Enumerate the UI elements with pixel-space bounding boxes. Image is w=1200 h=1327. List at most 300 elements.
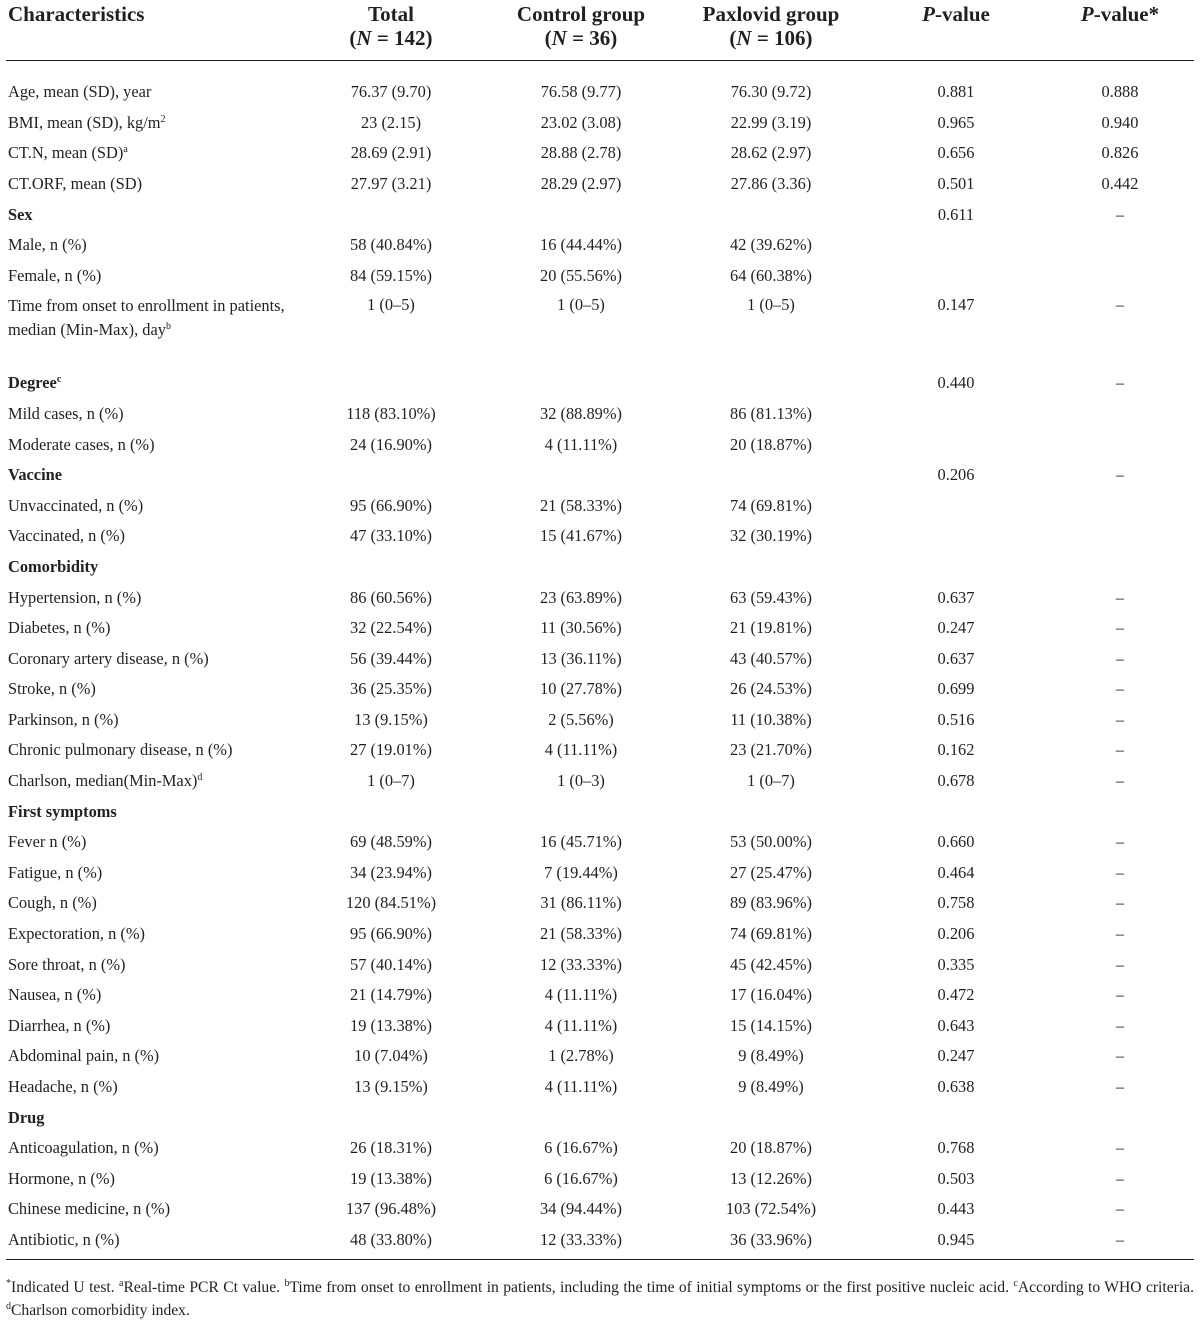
cell-paxlovid [676,229,866,260]
cell-text: 16 (45.71%) [540,832,622,852]
cell-text: 23 (63.89%) [540,587,622,607]
cell-total [296,1224,486,1259]
cell-p [866,826,1046,857]
cell-total [296,138,486,169]
header-paxlovid-n: (N = 106) [729,26,813,50]
cell-text: 19 (13.38%) [350,1168,432,1188]
cell-p [866,1194,1046,1225]
cell-text: 1 (0–5) [367,294,415,314]
cell-text: 23.02 (3.08) [540,112,622,132]
cell-text: 10 (7.04%) [354,1046,428,1066]
cell-control [486,735,676,766]
cell-label [6,1102,296,1133]
cell-p [866,735,1046,766]
cell-text: 0.503 [937,1168,975,1188]
cell-text: – [1115,709,1125,729]
cell-label [6,735,296,766]
cell-total [296,888,486,919]
cell-paxlovid [676,168,866,199]
cell-text: Moderate cases, n (%) [8,434,155,454]
cell-p-star [1046,826,1194,857]
table-row [6,521,1194,552]
cell-text: Comorbidity [8,556,99,576]
cell-text: 26 (24.53%) [730,679,812,699]
cell-text: Fatigue, n (%) [8,862,103,882]
footnote-text: Indicated U test. [11,1279,120,1296]
header-total-n: (N = 142) [349,26,433,50]
cell-text: Female, n (%) [8,265,102,285]
cell-paxlovid [676,521,866,552]
cell-control [486,582,676,613]
header-control-title: Control group [516,2,646,26]
cell-p [866,398,1046,429]
cell-text: Sore throat, n (%) [8,954,126,974]
cell-total [296,674,486,705]
cell-text: – [1115,1015,1125,1035]
cell-text: Abdominal pain, n (%) [8,1046,160,1066]
cell-text: 69 (48.59%) [350,832,432,852]
footnote-marker: * [6,1278,11,1289]
cell-p-star [1046,857,1194,888]
cell-paxlovid [676,107,866,138]
cell-text: Nausea, n (%) [8,985,102,1005]
cell-text: – [1115,294,1125,314]
cell-text: 0.656 [937,143,975,163]
cell-label [6,61,296,108]
cell-total [296,260,486,291]
table-body [6,61,1194,1260]
cell-text: 34 (94.44%) [540,1199,622,1219]
cell-control [486,490,676,521]
cell-control [486,1224,676,1259]
cell-text: 0.206 [937,924,975,944]
cell-text: 84 (59.15%) [350,265,432,285]
cell-text: 23 (2.15) [360,112,422,132]
cell-text: 16 (44.44%) [540,235,622,255]
cell-total [296,979,486,1010]
cell-text: Male, n (%) [8,235,87,255]
cell-label [6,521,296,552]
cell-p [866,521,1046,552]
cell-total [296,735,486,766]
cell-text: 0.464 [937,862,975,882]
cell-text: 21 (19.81%) [730,618,812,638]
header-control-n: (N = 36) [544,26,618,50]
cell-p-star [1046,260,1194,291]
cell-paxlovid [676,643,866,674]
cell-p [866,918,1046,949]
cell-p [866,888,1046,919]
section-row [6,796,1194,827]
cell-text: – [1115,1229,1125,1249]
cell-label [6,1071,296,1102]
section-row [6,1102,1194,1133]
cell-control [486,107,676,138]
cell-text: 118 (83.10%) [346,403,436,423]
cell-p [866,429,1046,460]
cell-p [866,459,1046,490]
cell-text: 1 (0–5) [557,294,605,314]
cell-paxlovid [676,582,866,613]
table-row [6,979,1194,1010]
table-row [6,1010,1194,1041]
cell-label [6,857,296,888]
cell-text: 0.443 [937,1199,975,1219]
cell-control [486,291,676,368]
cell-label [6,765,296,796]
cell-label [6,796,296,827]
cell-text: 20 (55.56%) [540,265,622,285]
cell-label [6,582,296,613]
cell-text: 42 (39.62%) [730,235,812,255]
cell-total [296,582,486,613]
cell-text: – [1115,204,1125,224]
cell-paxlovid [676,199,866,230]
cell-total [296,398,486,429]
cell-text: 21 (58.33%) [540,495,622,515]
cell-label [6,979,296,1010]
cell-paxlovid [676,291,866,368]
cell-text: CT.N, mean (SD) [8,143,124,163]
cell-text: 28.69 (2.91) [350,143,432,163]
header-pvalue-star: P-value* [1080,2,1160,26]
table-row [6,61,1194,108]
cell-text: 31 (86.11%) [540,893,622,913]
cell-text: – [1115,587,1125,607]
cell-p-star [1046,429,1194,460]
cell-text: 64 (60.38%) [730,265,812,285]
cell-p-star [1046,1163,1194,1194]
cell-text: Time from onset to enrollment in patients, median (Min-Max), day [8,295,285,339]
cell-p [866,704,1046,735]
cell-text: 23 (21.70%) [730,740,812,760]
cell-p-star [1046,1071,1194,1102]
cell-paxlovid [676,918,866,949]
cell-label [6,888,296,919]
cell-p [866,551,1046,582]
cell-label [6,1010,296,1041]
cell-text: 1 (0–3) [557,771,605,791]
cell-text: – [1115,373,1125,393]
cell-text: 28.29 (2.97) [540,173,622,193]
cell-control [486,1010,676,1041]
cell-text: 0.940 [1101,112,1139,132]
cell-paxlovid [676,398,866,429]
cell-text: 0.888 [1101,81,1139,101]
cell-text: – [1115,1138,1125,1158]
cell-text: 0.442 [1101,173,1139,193]
superscript: c [56,374,62,386]
cell-paxlovid [676,888,866,919]
cell-p-star [1046,949,1194,980]
table-row [6,888,1194,919]
cell-paxlovid [676,949,866,980]
cell-paxlovid [676,459,866,490]
cell-p-star [1046,643,1194,674]
cell-text: 0.768 [937,1138,975,1158]
cell-text: 76.37 (9.70) [350,81,432,101]
table-row [6,1163,1194,1194]
cell-text: 120 (84.51%) [345,893,437,913]
cell-text: 34 (23.94%) [350,862,432,882]
cell-total [296,199,486,230]
cell-label [6,459,296,490]
cell-text: 0.472 [937,985,975,1005]
cell-text: 47 (33.10%) [350,526,432,546]
cell-text: CT.ORF, mean (SD) [8,173,143,193]
cell-p [866,490,1046,521]
cell-paxlovid [676,1224,866,1259]
cell-text: 63 (59.43%) [730,587,812,607]
cell-control [486,1132,676,1163]
cell-p-star [1046,291,1194,368]
cell-paxlovid [676,490,866,521]
cell-text: – [1115,1046,1125,1066]
cell-label [6,704,296,735]
table-row [6,735,1194,766]
footnote-marker: d [6,1301,11,1312]
cell-p-star [1046,704,1194,735]
cell-control [486,459,676,490]
cell-text: Hormone, n (%) [8,1168,115,1188]
cell-total [296,704,486,735]
cell-text: 0.611 [937,204,975,224]
cell-text: – [1115,832,1125,852]
cell-p [866,138,1046,169]
cell-text: 0.206 [937,465,975,485]
cell-text: – [1115,862,1125,882]
cell-p-star [1046,459,1194,490]
cell-paxlovid [676,1102,866,1133]
cell-text: Drug [8,1107,45,1127]
cell-text: Coronary artery disease, n (%) [8,648,209,668]
cell-total [296,490,486,521]
superscript: 2 [160,113,166,125]
cell-text: 1 (2.78%) [548,1046,614,1066]
header-total-title: Total [368,2,414,26]
header-paxlovid [676,0,866,61]
cell-control [486,796,676,827]
table-row [6,857,1194,888]
cell-p-star [1046,1041,1194,1072]
table-row [6,260,1194,291]
cell-p [866,291,1046,368]
cell-label [6,107,296,138]
cell-paxlovid [676,612,866,643]
cell-text: 0.638 [937,1077,975,1097]
cell-text: 74 (69.81%) [730,495,812,515]
section-row [6,551,1194,582]
cell-text: 32 (30.19%) [730,526,812,546]
cell-text: Expectoration, n (%) [8,924,145,944]
cell-control [486,674,676,705]
superscript: b [165,320,171,332]
cell-text: Mild cases, n (%) [8,403,124,423]
cell-text: Degree [8,373,57,393]
cell-control [486,979,676,1010]
cell-label [6,551,296,582]
cell-label [6,398,296,429]
cell-label [6,612,296,643]
cell-total [296,857,486,888]
cell-p [866,368,1046,399]
cell-label [6,260,296,291]
cell-text: 57 (40.14%) [350,954,432,974]
cell-p [866,107,1046,138]
superscript: a [123,144,128,156]
cell-text: 0.637 [937,648,975,668]
footnote-marker: b [284,1278,290,1289]
cell-total [296,1163,486,1194]
cell-p-star [1046,1224,1194,1259]
section-row [6,368,1194,399]
cell-p [866,1010,1046,1041]
cell-paxlovid [676,551,866,582]
cell-control [486,1071,676,1102]
cell-p-star [1046,551,1194,582]
cell-paxlovid [676,1132,866,1163]
cell-total [296,1071,486,1102]
cell-text: 36 (33.96%) [730,1229,812,1249]
cell-paxlovid [676,260,866,291]
cell-total [296,459,486,490]
cell-control [486,168,676,199]
cell-paxlovid [676,1163,866,1194]
cell-total [296,291,486,368]
cell-p-star [1046,398,1194,429]
cell-total [296,168,486,199]
cell-paxlovid [676,1071,866,1102]
cell-p [866,582,1046,613]
cell-label [6,1163,296,1194]
table-footnote [6,1276,1194,1322]
cell-text: 4 (11.11%) [544,434,618,454]
cell-control [486,826,676,857]
cell-p [866,260,1046,291]
cell-total [296,1132,486,1163]
cell-text: – [1115,618,1125,638]
cell-paxlovid [676,368,866,399]
table-row [6,765,1194,796]
cell-text: 26 (18.31%) [350,1138,432,1158]
cell-control [486,612,676,643]
header-pvalue: P-value [922,2,990,26]
cell-total [296,61,486,108]
cell-text: Age, mean (SD), year [8,81,152,101]
cell-label [6,1194,296,1225]
cell-p-star [1046,61,1194,108]
cell-total [296,368,486,399]
cell-label [6,138,296,169]
cell-control [486,260,676,291]
cell-total [296,1041,486,1072]
cell-text: 13 (9.15%) [354,1077,428,1097]
cell-text: 76.30 (9.72) [730,81,812,101]
cell-control [486,398,676,429]
cell-p-star [1046,138,1194,169]
cell-control [486,1163,676,1194]
cell-control [486,765,676,796]
cell-text: – [1115,985,1125,1005]
cell-label [6,429,296,460]
cell-paxlovid [676,857,866,888]
cell-p-star [1046,674,1194,705]
cell-text: 0.247 [937,1046,975,1066]
cell-text: 0.965 [937,112,975,132]
table-row [6,643,1194,674]
cell-total [296,826,486,857]
cell-text: 20 (18.87%) [730,434,812,454]
cell-text: 17 (16.04%) [730,985,812,1005]
cell-text: 89 (83.96%) [730,893,812,913]
cell-text: – [1115,465,1125,485]
cell-text: 0.162 [937,740,975,760]
cell-text: 19 (13.38%) [350,1015,432,1035]
cell-paxlovid [676,735,866,766]
cell-text: Unvaccinated, n (%) [8,495,144,515]
cell-label [6,1041,296,1072]
cell-text: – [1115,771,1125,791]
cell-p-star [1046,796,1194,827]
characteristics-table-container [6,0,1194,1260]
cell-p [866,199,1046,230]
cell-text: 15 (41.67%) [540,526,622,546]
cell-text: Anticoagulation, n (%) [8,1138,159,1158]
cell-total [296,521,486,552]
cell-p-star [1046,888,1194,919]
cell-text: 24 (16.90%) [350,434,432,454]
cell-text: 27.97 (3.21) [350,173,432,193]
cell-text: 86 (60.56%) [350,587,432,607]
cell-text: 76.58 (9.77) [540,81,622,101]
cell-paxlovid [676,1010,866,1041]
superscript: d [197,772,203,784]
cell-text: 0.440 [937,373,975,393]
cell-text: 12 (33.33%) [540,954,622,974]
cell-text: 103 (72.54%) [725,1199,817,1219]
cell-text: 11 (30.56%) [540,618,622,638]
cell-text: Sex [8,204,33,224]
cell-control [486,229,676,260]
table-row [6,490,1194,521]
cell-text: 0.678 [937,771,975,791]
cell-text: Charlson, median(Min-Max) [8,771,198,791]
cell-text: Stroke, n (%) [8,679,96,699]
cell-text: First symptoms [8,801,117,821]
cell-text: 4 (11.11%) [544,985,618,1005]
cell-paxlovid [676,704,866,735]
header-characteristics: Characteristics [8,2,145,26]
cell-text: 0.758 [937,893,975,913]
section-row [6,199,1194,230]
cell-p [866,857,1046,888]
cell-text: 4 (11.11%) [544,1015,618,1035]
cell-control [486,1041,676,1072]
cell-text: 95 (66.90%) [350,495,432,515]
cell-text: Fever n (%) [8,832,87,852]
cell-label [6,826,296,857]
cell-p-star [1046,1010,1194,1041]
header-paxlovid-title: Paxlovid group [702,2,840,26]
cell-text: 13 (12.26%) [730,1168,812,1188]
cell-label [6,229,296,260]
cell-text: Cough, n (%) [8,893,97,913]
cell-text: Diarrhea, n (%) [8,1015,111,1035]
cell-p [866,674,1046,705]
cell-p [866,229,1046,260]
cell-label [6,643,296,674]
cell-text: Vaccine [8,465,63,485]
